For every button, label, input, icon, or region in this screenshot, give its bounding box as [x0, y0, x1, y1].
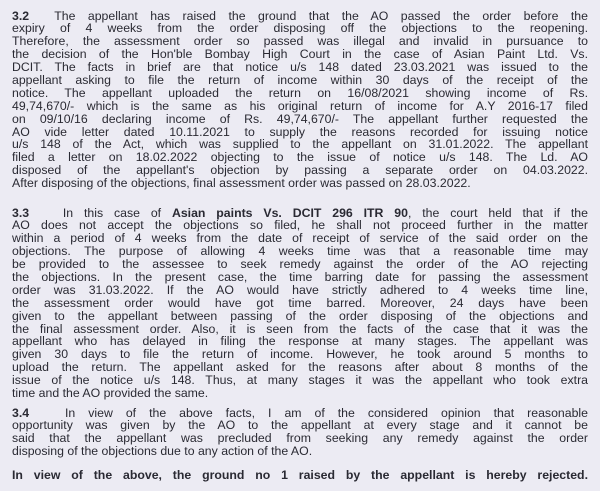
paragraph-line: DCIT. The facts in brief are that notice u/s 148 dated 23.03.2021 was issued to the	[12, 60, 588, 75]
paragraph-line: the final assessment order. Also, it is seen from the facts of the case that it was the	[12, 321, 588, 336]
conclusion-text: In view of the above, the ground no 1 raised by the appellant is hereby rejected.	[12, 467, 588, 482]
case-citation: Asian paints Vs. DCIT 296 ITR 90	[171, 205, 408, 220]
paragraph-line: objections. The purpose of allowing 4 weeks time was that a reasonable time may	[12, 244, 588, 259]
paragraph-line: expiry of 4 weeks from the order disposing off the objections to the reopening.	[12, 21, 588, 36]
paragraph-3-3	[12, 207, 588, 400]
paragraph-line: AO vide letter dated 10.11.2021 to supply the reasons recorded for issuing notice	[12, 124, 588, 139]
paragraph-line: AO does not accept the objections so filed, he shall not proceed further in the matter	[12, 218, 588, 233]
paragraph-line: disposing of the objections due to any action of the AO.	[12, 444, 313, 459]
paragraph-line: within a period of 4 weeks from the date of receipt of service of the said order on the	[12, 231, 588, 246]
paragraph-line: After disposing of the objections, final assessment order was passed on 28.03.2022.	[12, 176, 471, 191]
paragraph-line: given 30 days to file the return of income. However, he took around 5 months to	[12, 347, 588, 362]
paragraph-number: 3.2	[12, 8, 30, 23]
paragraph-line: the assessment order would have got time barred. Moreover, 24 days have been	[12, 295, 588, 310]
paragraph-line: the objections. In the present case, the time barring date for passing the assessment	[12, 269, 588, 284]
paragraph-line: appellant asking to file the return of income within 30 days of the receipt of the	[12, 72, 588, 87]
paragraph-line: given to the appellant between passing of the order disposing of the objections and	[12, 308, 588, 323]
conclusion	[12, 469, 588, 482]
paragraph-line: 49,74,670/- which is the same as his original return of income for A.Y 2016-17 filed	[12, 98, 588, 113]
paragraph-3-4	[12, 407, 588, 459]
paragraph-line: issue of the notice u/s 148. Thus, at many stages it was the appellant who took extra	[12, 373, 588, 388]
paragraph-line: notice. The appellant uploaded the return on 16/08/2021 showing income of Rs.	[12, 85, 588, 100]
paragraph-line: disposed of the appellant's objection by passing a separate order on 04.03.2022.	[12, 163, 588, 178]
paragraph-text: , the court held that if the	[407, 205, 588, 220]
paragraph-text: In this case of	[62, 205, 172, 220]
paragraph-line: opportunity was given by the AO to the appellant at every stage and it cannot be	[12, 418, 588, 433]
paragraph-3-2	[12, 10, 588, 190]
paragraph-line: upload the return. The appellant asked for the reasons after about 8 months of the	[12, 360, 588, 375]
paragraph-line: the decision of the Hon'ble Bombay High Court in the case of Asian Paint Ltd. Vs.	[12, 47, 588, 62]
paragraph-line: said that the appellant was precluded from seeking any remedy against the order	[12, 431, 588, 446]
paragraph-text: The appellant has raised the ground that the AO passed the order before the	[54, 8, 588, 23]
paragraph-line: filed a letter on 18.02.2022 objecting to the issue of notice u/s 148. The Ld. AO	[12, 150, 588, 165]
paragraph-line: be provided to the assessee to seek remedy against the order of the AO rejecting	[12, 257, 588, 272]
paragraph-line: appellant who has delayed in filing the response at many stages. The appellant was	[12, 334, 588, 349]
paragraph-line: order was 31.03.2022. If the AO would have strictly adhered to 4 weeks time line,	[12, 282, 588, 297]
paragraph-line: on 09/10/16 declaring income of Rs. 49,74,670/- The appellant further requested the	[12, 111, 588, 126]
paragraph-line: time and the AO provided the same.	[12, 385, 209, 400]
paragraph-number: 3.3	[12, 205, 30, 220]
paragraph-number: 3.4	[12, 405, 30, 420]
paragraph-text: In view of the above facts, I am of the considered opinion that reasonable	[65, 405, 588, 420]
paragraph-line: u/s 148 of the Act, which was supplied to the appellant on 31.01.2022. The appellant	[12, 137, 588, 152]
paragraph-line: Therefore, the assessment order so passed was illegal and invalid in pursuance to	[12, 34, 588, 49]
